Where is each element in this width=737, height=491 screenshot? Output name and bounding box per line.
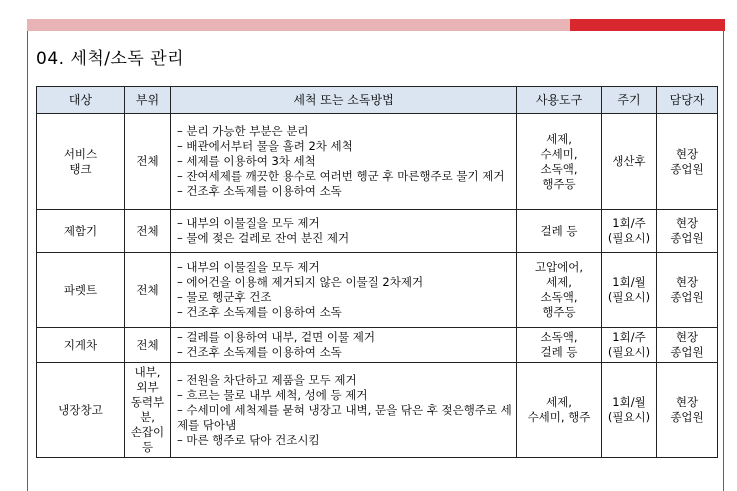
cycle-cell <box>602 210 657 253</box>
target-text: 지게차 <box>63 337 98 352</box>
table-row <box>37 210 718 253</box>
tools-cell <box>517 253 602 328</box>
header-target: 대상 <box>37 87 125 114</box>
tools-text: 세제, <box>546 131 572 146</box>
tools-text: 소독액, <box>540 161 578 176</box>
target-text: 서비스 <box>63 146 98 161</box>
target-cell <box>37 114 125 210</box>
method-cell <box>171 363 517 458</box>
method-line: – 물에 젖은 걸레로 잔여 분진 제거 <box>177 231 350 245</box>
cycle-text: (필요시) <box>607 345 651 359</box>
manager-text: 종업원 <box>670 231 704 245</box>
part-cell <box>125 210 171 253</box>
tools-text: 세제, <box>546 395 572 409</box>
table-row <box>37 114 718 210</box>
tools-text: 행주등 <box>542 305 576 319</box>
part-text: 외부 <box>136 380 159 394</box>
part-text: 전체 <box>136 337 159 352</box>
part-cell <box>125 363 171 458</box>
method-line: – 건조후 소독제를 이용하여 소독 <box>177 305 342 319</box>
manager-cell <box>657 114 718 210</box>
manager-cell <box>657 328 718 363</box>
method-line: – 내부의 이물질을 모두 제거 <box>177 260 320 274</box>
target-text: 냉장창고 <box>58 402 103 417</box>
header-tools: 사용도구 <box>517 87 602 114</box>
header-method: 세척 또는 소독방법 <box>171 87 517 114</box>
cycle-text: (필요시) <box>607 231 651 245</box>
tools-cell <box>517 114 602 210</box>
tools-cell <box>517 363 602 458</box>
tools-text: 걸레 등 <box>540 223 578 238</box>
cycle-text: (필요시) <box>607 290 651 304</box>
method-line: – 잔여세제를 깨끗한 용수로 여러번 헹군 후 마른행주로 물기 제거 <box>177 169 505 183</box>
cycle-cell <box>602 328 657 363</box>
method-line: – 걸레를 이용하여 내부, 겉면 이물 제거 <box>177 330 375 344</box>
part-text: 동력부분, <box>130 395 165 424</box>
manager-text: 종업원 <box>670 161 704 176</box>
manager-text: 종업원 <box>670 345 704 359</box>
tools-text: 행주등 <box>542 176 576 191</box>
cycle-cell <box>602 253 657 328</box>
method-line: – 전원을 차단하고 제품을 모두 제거 <box>177 372 357 387</box>
manager-text: 현장 <box>675 395 699 409</box>
part-cell <box>125 253 171 328</box>
top-bar-red <box>570 19 725 31</box>
method-line: – 마른 행주로 닦아 건조시킴 <box>177 432 320 447</box>
header-manager: 담당자 <box>657 87 718 114</box>
sanitation-table <box>36 86 718 458</box>
manager-text: 현장 <box>675 216 699 230</box>
target-cell <box>37 328 125 363</box>
part-cell <box>125 328 171 363</box>
part-text: 전체 <box>136 223 159 238</box>
part-cell <box>125 114 171 210</box>
target-cell <box>37 363 125 458</box>
manager-text: 종업원 <box>670 410 704 424</box>
method-cell <box>171 210 517 253</box>
tools-text: 소독액, <box>540 330 578 344</box>
table-row <box>37 363 718 458</box>
tools-text: 세제, <box>546 275 572 289</box>
tools-text: 걸레 등 <box>540 345 578 359</box>
cycle-text: (필요시) <box>607 410 651 424</box>
target-cell <box>37 253 125 328</box>
cycle-text: 1회/주 <box>612 330 646 344</box>
method-line: – 세제를 이용하여 3차 세척 <box>177 154 316 168</box>
table-row <box>37 253 718 328</box>
part-text: 전체 <box>136 282 159 297</box>
section-title: 04. 세척/소독 관리 <box>36 49 185 69</box>
method-line: – 배관에서부터 물을 흘려 2차 세척 <box>177 139 353 153</box>
manager-text: 현장 <box>675 275 699 289</box>
header-part: 부위 <box>125 87 171 114</box>
part-text: 내부, <box>134 365 161 379</box>
target-text: 탱크 <box>69 161 92 176</box>
cycle-text: 1회/주 <box>612 216 646 230</box>
cycle-cell <box>602 114 657 210</box>
manager-cell <box>657 253 718 328</box>
target-cell <box>37 210 125 253</box>
header-cycle: 주기 <box>602 87 657 114</box>
method-line: – 분리 가능한 부분은 분리 <box>177 124 309 138</box>
tools-text: 수세미, 행주 <box>527 410 591 424</box>
method-line: – 물로 헹군후 건조 <box>177 290 272 304</box>
method-cell <box>171 253 517 328</box>
method-line: – 흐르는 물로 내부 세척, 성에 등 제거 <box>177 387 368 402</box>
top-bar-pink <box>27 19 570 31</box>
manager-text: 현장 <box>675 146 699 161</box>
method-cell <box>171 328 517 363</box>
manager-text: 현장 <box>675 330 699 344</box>
manager-text: 종업원 <box>670 290 704 304</box>
method-line: – 에어건을 이용해 제거되지 않은 이물질 2차제거 <box>177 275 424 289</box>
target-text: 제함기 <box>63 223 98 238</box>
target-text: 파렛트 <box>63 282 98 297</box>
part-text: 전체 <box>136 154 159 168</box>
method-line: – 건조후 소독제를 이용하여 소독 <box>177 345 342 359</box>
method-cell <box>171 114 517 210</box>
cycle-text: 1회/월 <box>612 395 646 409</box>
tools-text: 수세미, <box>540 146 578 161</box>
method-line: – 건조후 소독제를 이용하여 소독 <box>177 184 342 198</box>
method-line: – 내부의 이물질을 모두 제거 <box>177 216 320 230</box>
tools-text: 고압에어, <box>534 260 584 274</box>
cycle-text: 생산후 <box>612 154 646 168</box>
tools-cell <box>517 328 602 363</box>
table-row <box>37 328 718 363</box>
tools-text: 소독액, <box>540 290 578 304</box>
cycle-text: 1회/월 <box>612 275 646 289</box>
manager-cell <box>657 210 718 253</box>
part-text: 손잡이등 <box>130 425 165 454</box>
tools-cell <box>517 210 602 253</box>
cycle-cell <box>602 363 657 458</box>
manager-cell <box>657 363 718 458</box>
header-row <box>37 87 718 114</box>
method-line: – 수세미에 세척제를 묻혀 냉장고 내벽, 문을 닦은 후 젖은행주로 세제를 닦아냄 <box>177 402 512 432</box>
